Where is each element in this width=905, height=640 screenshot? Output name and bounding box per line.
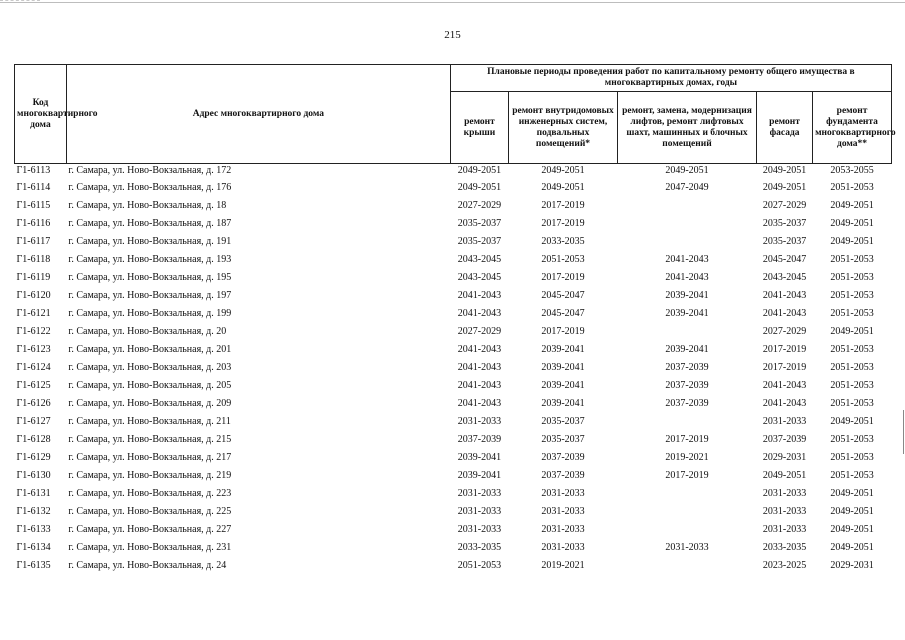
row-lifts: [617, 521, 756, 539]
row-code: Г1-6127: [16, 416, 51, 427]
table-row: [15, 377, 892, 395]
row-address: г. Самара, ул. Ново-Вокзальная, д. 203: [68, 362, 232, 373]
row-code: Г1-6119: [16, 272, 51, 283]
row-facade: 2049-2051: [762, 470, 807, 481]
row-foundation: 2049-2051: [830, 488, 874, 499]
row-facade: 2037-2039: [762, 434, 807, 445]
row-engineering: 2033-2035: [541, 236, 585, 247]
row-foundation: 2053-2055: [830, 165, 874, 176]
row-code: Г1-6134: [16, 542, 51, 553]
row-engineering: 2017-2019: [541, 272, 585, 283]
row-address: г. Самара, ул. Ново-Вокзальная, д. 172: [68, 165, 232, 176]
row-address: г. Самара, ул. Ново-Вокзальная, д. 176: [68, 182, 232, 193]
row-facade: 2049-2051: [762, 165, 807, 176]
row-code: Г1-6128: [16, 434, 51, 445]
row-roof: 2031-2033: [457, 488, 502, 499]
header-facade: ремонт фасада: [757, 92, 813, 164]
row-code: Г1-6115: [16, 200, 51, 211]
table-row: [15, 413, 892, 431]
row-roof: 2049-2051: [457, 165, 502, 176]
row-engineering: 2039-2041: [541, 344, 585, 355]
row-address: г. Самара, ул. Ново-Вокзальная, д. 223: [68, 488, 232, 499]
row-foundation: 2049-2051: [830, 200, 874, 211]
row-code: Г1-6113: [16, 165, 51, 176]
row-foundation: 2051-2053: [830, 308, 874, 319]
row-engineering: 2031-2033: [541, 506, 585, 517]
header-engineering: ремонт внутридомовых инженерных систем, подвальных помещений*: [509, 92, 618, 164]
row-facade: 2035-2037: [762, 218, 807, 229]
row-foundation: 2051-2053: [830, 182, 874, 193]
row-address: г. Самара, ул. Ново-Вокзальная, д. 215: [68, 434, 232, 445]
row-address: г. Самара, ул. Ново-Вокзальная, д. 205: [68, 380, 232, 391]
row-roof: 2041-2043: [457, 308, 502, 319]
row-foundation: 2049-2051: [830, 236, 874, 247]
table-row: [15, 539, 892, 557]
row-lifts: [617, 215, 756, 233]
table-row: [15, 521, 892, 539]
row-roof: 2041-2043: [457, 344, 502, 355]
row-facade: 2049-2051: [762, 182, 807, 193]
row-code: Г1-6132: [16, 506, 51, 517]
row-address: г. Самара, ул. Ново-Вокзальная, д. 191: [68, 236, 232, 247]
row-foundation: 2049-2051: [830, 524, 874, 535]
row-foundation: 2051-2053: [830, 380, 874, 391]
table-row: [15, 179, 892, 197]
row-foundation: 2049-2051: [830, 326, 874, 337]
row-code: Г1-6129: [16, 452, 51, 463]
row-roof: 2039-2041: [457, 470, 502, 481]
table-row: [15, 287, 892, 305]
row-engineering: 2045-2047: [541, 308, 585, 319]
row-engineering: 2031-2033: [541, 524, 585, 535]
row-lifts: 2039-2041: [665, 290, 709, 301]
row-foundation: 2051-2053: [830, 344, 874, 355]
table-row: [15, 503, 892, 521]
row-foundation: 2049-2051: [830, 542, 874, 553]
row-facade: 2031-2033: [762, 524, 807, 535]
table-row: [15, 449, 892, 467]
row-code: Г1-6131: [16, 488, 51, 499]
row-lifts: [617, 557, 756, 575]
row-lifts: 2049-2051: [665, 165, 709, 176]
row-address: г. Самара, ул. Ново-Вокзальная, д. 193: [68, 254, 232, 265]
scan-edge-mark: [903, 410, 904, 454]
row-roof: 2027-2029: [457, 326, 502, 337]
row-engineering: 2045-2047: [541, 290, 585, 301]
row-engineering: 2039-2041: [541, 362, 585, 373]
row-facade: 2017-2019: [762, 362, 807, 373]
row-facade: 2041-2043: [762, 308, 807, 319]
row-code: Г1-6125: [16, 380, 51, 391]
row-foundation: 2051-2053: [830, 290, 874, 301]
row-foundation: 2051-2053: [830, 272, 874, 283]
row-code: Г1-6121: [16, 308, 51, 319]
row-facade: 2035-2037: [762, 236, 807, 247]
row-code: Г1-6126: [16, 398, 51, 409]
row-facade: 2045-2047: [762, 254, 807, 265]
table-row: [15, 557, 892, 575]
row-engineering: 2017-2019: [541, 218, 585, 229]
row-lifts: [617, 413, 756, 431]
row-lifts: 2031-2033: [665, 542, 709, 553]
row-roof: 2039-2041: [457, 452, 502, 463]
row-roof: 2037-2039: [457, 434, 502, 445]
row-address: г. Самара, ул. Ново-Вокзальная, д. 231: [68, 542, 232, 553]
row-roof: 2035-2037: [457, 236, 502, 247]
row-lifts: 2017-2019: [665, 470, 709, 481]
row-roof: 2043-2045: [457, 254, 502, 265]
table-row: [15, 233, 892, 251]
row-code: Г1-6118: [16, 254, 51, 265]
row-roof: 2035-2037: [457, 218, 502, 229]
header-address: Адрес многоквартирного дома: [66, 65, 450, 164]
row-engineering: 2039-2041: [541, 398, 585, 409]
row-address: г. Самара, ул. Ново-Вокзальная, д. 18: [68, 200, 227, 211]
row-facade: 2027-2029: [762, 326, 807, 337]
row-address: г. Самара, ул. Ново-Вокзальная, д. 24: [68, 560, 227, 571]
row-code: Г1-6133: [16, 524, 51, 535]
table-row: [15, 323, 892, 341]
scan-top-rule: [0, 2, 905, 3]
row-foundation: 2029-2031: [830, 560, 874, 571]
row-roof: 2031-2033: [457, 506, 502, 517]
row-lifts: [617, 503, 756, 521]
row-engineering: 2037-2039: [541, 452, 585, 463]
row-foundation: 2049-2051: [830, 506, 874, 517]
row-lifts: 2019-2021: [665, 452, 709, 463]
row-lifts: 2037-2039: [665, 362, 709, 373]
row-lifts: [617, 197, 756, 215]
row-engineering: 2049-2051: [541, 165, 585, 176]
row-foundation: 2051-2053: [830, 452, 874, 463]
row-roof: 2051-2053: [457, 560, 502, 571]
row-code: Г1-6135: [16, 560, 51, 571]
row-roof: 2031-2033: [457, 524, 502, 535]
row-foundation: 2051-2053: [830, 398, 874, 409]
table-row: [15, 251, 892, 269]
row-address: г. Самара, ул. Ново-Вокзальная, д. 195: [68, 272, 232, 283]
row-roof: 2027-2029: [457, 200, 502, 211]
table-row: [15, 215, 892, 233]
row-address: г. Самара, ул. Ново-Вокзальная, д. 211: [68, 416, 231, 427]
row-address: г. Самара, ул. Ново-Вокзальная, д. 201: [68, 344, 232, 355]
row-facade: 2033-2035: [762, 542, 807, 553]
row-roof: 2041-2043: [457, 290, 502, 301]
row-foundation: 2051-2053: [830, 470, 874, 481]
row-lifts: [617, 233, 756, 251]
row-engineering: 2017-2019: [541, 200, 585, 211]
table-row: [15, 164, 892, 180]
row-engineering: 2035-2037: [541, 434, 585, 445]
row-engineering: 2031-2033: [541, 488, 585, 499]
row-lifts: [617, 485, 756, 503]
row-lifts: 2017-2019: [665, 434, 709, 445]
row-address: г. Самара, ул. Ново-Вокзальная, д. 219: [68, 470, 232, 481]
row-engineering: 2017-2019: [541, 326, 585, 337]
row-foundation: 2051-2053: [830, 434, 874, 445]
row-address: г. Самара, ул. Ново-Вокзальная, д. 217: [68, 452, 232, 463]
row-address: г. Самара, ул. Ново-Вокзальная, д. 209: [68, 398, 232, 409]
header-foundation: ремонт фундамента многоквартирного дома**: [813, 92, 892, 164]
table-row: [15, 467, 892, 485]
row-engineering: 2039-2041: [541, 380, 585, 391]
row-facade: 2017-2019: [762, 344, 807, 355]
row-code: Г1-6124: [16, 362, 51, 373]
row-facade: 2029-2031: [762, 452, 807, 463]
row-lifts: 2041-2043: [665, 254, 709, 265]
table-header: [15, 65, 896, 164]
row-address: г. Самара, ул. Ново-Вокзальная, д. 199: [68, 308, 232, 319]
row-roof: 2041-2043: [457, 380, 502, 391]
row-lifts: 2041-2043: [665, 272, 709, 283]
table-row: [15, 341, 892, 359]
row-address: г. Самара, ул. Ново-Вокзальная, д. 20: [68, 326, 227, 337]
table-row: [15, 305, 892, 323]
row-engineering: 2037-2039: [541, 470, 585, 481]
scan-top-dash: [0, 0, 40, 1]
row-roof: 2049-2051: [457, 182, 502, 193]
header-roof: ремонт крыши: [450, 92, 508, 164]
table-row: [15, 359, 892, 377]
row-lifts: [617, 323, 756, 341]
row-code: Г1-6130: [16, 470, 51, 481]
row-roof: 2031-2033: [457, 416, 502, 427]
row-facade: 2041-2043: [762, 380, 807, 391]
row-code: Г1-6122: [16, 326, 51, 337]
row-foundation: 2051-2053: [830, 362, 874, 373]
row-code: Г1-6120: [16, 290, 51, 301]
row-code: Г1-6123: [16, 344, 51, 355]
page-number: 215: [444, 29, 461, 41]
row-engineering: 2049-2051: [541, 182, 585, 193]
row-engineering: 2019-2021: [541, 560, 585, 571]
row-facade: 2043-2045: [762, 272, 807, 283]
header-work-periods: Плановые периоды проведения работ по капитальному ремонту общего имущества в многоквартирных домах, годы: [450, 65, 891, 92]
row-address: г. Самара, ул. Ново-Вокзальная, д. 197: [68, 290, 232, 301]
row-facade: 2041-2043: [762, 290, 807, 301]
row-lifts: 2037-2039: [665, 380, 709, 391]
row-roof: 2033-2035: [457, 542, 502, 553]
row-foundation: 2049-2051: [830, 416, 874, 427]
row-address: г. Самара, ул. Ново-Вокзальная, д. 225: [68, 506, 232, 517]
row-lifts: 2047-2049: [665, 182, 709, 193]
row-address: г. Самара, ул. Ново-Вокзальная, д. 227: [68, 524, 232, 535]
row-lifts: 2037-2039: [665, 398, 709, 409]
row-code: Г1-6116: [16, 218, 51, 229]
table-row: [15, 431, 892, 449]
row-facade: 2023-2025: [762, 560, 807, 571]
table-row: [15, 395, 892, 413]
row-facade: 2031-2033: [762, 416, 807, 427]
row-engineering: 2031-2033: [541, 542, 585, 553]
row-code: Г1-6117: [16, 236, 51, 247]
row-facade: 2031-2033: [762, 488, 807, 499]
table-body: [15, 164, 892, 576]
table-row: [15, 485, 892, 503]
row-facade: 2027-2029: [762, 200, 807, 211]
row-roof: 2041-2043: [457, 362, 502, 373]
row-lifts: 2039-2041: [665, 308, 709, 319]
row-facade: 2041-2043: [762, 398, 807, 409]
header-lifts: ремонт, замена, модернизация лифтов, ремонт лифтовых шахт, машинных и блочных помещений: [617, 92, 756, 164]
capital-repair-table: [14, 64, 896, 575]
row-address: г. Самара, ул. Ново-Вокзальная, д. 187: [68, 218, 232, 229]
row-engineering: 2051-2053: [541, 254, 585, 265]
table-row: [15, 269, 892, 287]
header-code: Код многоквартирного дома: [15, 65, 67, 164]
row-foundation: 2049-2051: [830, 218, 874, 229]
row-foundation: 2051-2053: [830, 254, 874, 265]
row-facade: 2031-2033: [762, 506, 807, 517]
table-row: [15, 197, 892, 215]
row-code: Г1-6114: [16, 182, 51, 193]
row-roof: 2041-2043: [457, 398, 502, 409]
row-roof: 2043-2045: [457, 272, 502, 283]
row-engineering: 2035-2037: [541, 416, 585, 427]
row-lifts: 2039-2041: [665, 344, 709, 355]
